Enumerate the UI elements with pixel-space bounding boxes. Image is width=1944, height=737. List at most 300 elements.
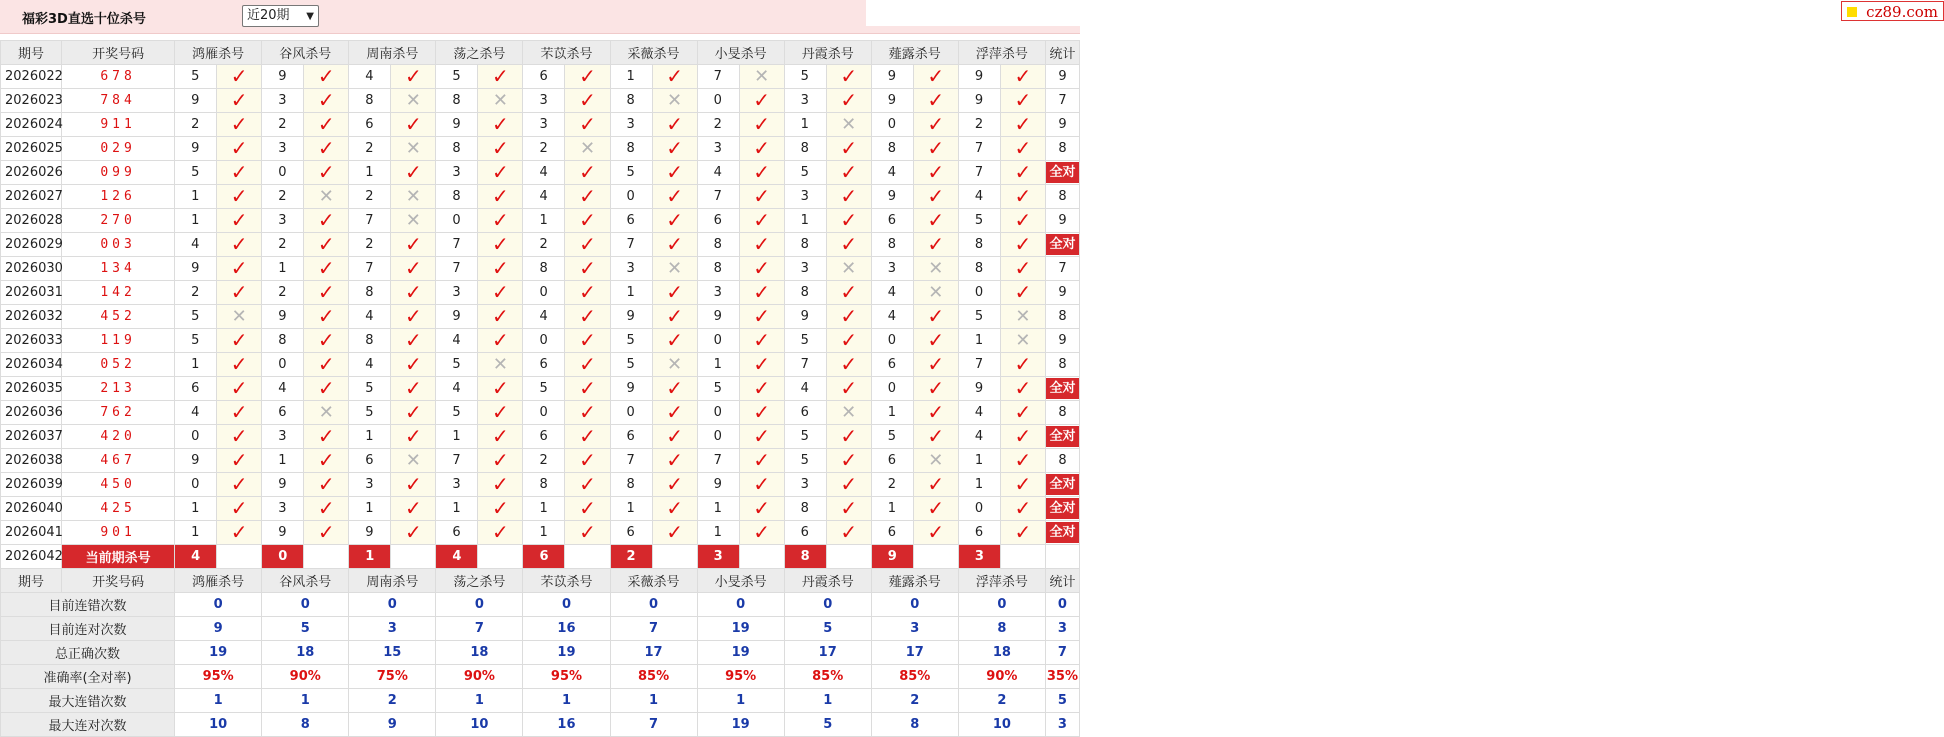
col-expert: 鸿雁杀号 [175, 41, 262, 65]
kill-number: 5 [784, 449, 826, 473]
result-cell [739, 233, 784, 257]
kill-number: 2 [175, 113, 217, 137]
kill-number: 2 [262, 233, 304, 257]
check-icon: ✓ [666, 64, 683, 88]
result-cell [391, 353, 436, 377]
kill-number: 6 [871, 449, 913, 473]
issue-cell: 2026038 [1, 449, 62, 473]
kill-number: 8 [958, 233, 1000, 257]
result-cell [826, 161, 871, 185]
stat-row [1, 617, 1080, 641]
stat-cell [1045, 209, 1079, 233]
stat-value: 17 [871, 641, 958, 665]
result-cell [478, 281, 523, 305]
kill-number: 3 [349, 473, 391, 497]
stat-value: 85% [610, 665, 697, 689]
kill-number: 1 [697, 353, 739, 377]
current-empty [565, 545, 610, 569]
result-cell [1000, 137, 1045, 161]
check-icon: ✓ [840, 424, 858, 448]
result-cell [913, 281, 958, 305]
result-cell [739, 185, 784, 209]
cross-icon: ✕ [1015, 305, 1031, 327]
result-cell [478, 209, 523, 233]
cross-icon: ✕ [928, 449, 944, 471]
draw-number: 142 [62, 281, 175, 305]
kill-number: 4 [436, 377, 478, 401]
result-cell [565, 137, 610, 161]
kill-number: 4 [523, 305, 565, 329]
kill-number: 7 [784, 353, 826, 377]
check-icon: ✓ [579, 472, 596, 496]
cross-icon: ✕ [754, 65, 770, 87]
stat-value: 0 [784, 593, 871, 617]
kill-number: 5 [958, 209, 1000, 233]
kill-number: 5 [784, 425, 826, 449]
check-icon: ✓ [492, 256, 509, 280]
result-cell [478, 497, 523, 521]
check-icon: ✓ [927, 424, 945, 448]
stat-value: 35% [1045, 665, 1079, 689]
check-icon: ✓ [753, 448, 771, 472]
kill-number: 1 [175, 353, 217, 377]
check-icon: ✓ [666, 112, 683, 136]
result-cell [391, 89, 436, 113]
cross-icon: ✕ [841, 113, 857, 135]
result-cell [391, 113, 436, 137]
result-cell [1000, 377, 1045, 401]
check-icon: ✓ [230, 376, 248, 400]
result-cell [652, 353, 697, 377]
kill-number: 4 [871, 305, 913, 329]
check-icon: ✓ [1014, 256, 1032, 280]
check-icon: ✓ [840, 520, 858, 544]
result-cell [1000, 497, 1045, 521]
site-logo[interactable] [1841, 1, 1944, 21]
header-row [1, 41, 1080, 65]
check-icon: ✓ [840, 184, 858, 208]
result-cell [304, 497, 349, 521]
stat-value: 0 [1045, 593, 1079, 617]
result-cell [826, 401, 871, 425]
kill-number: 7 [436, 257, 478, 281]
check-icon: ✓ [404, 352, 422, 376]
kill-number: 9 [958, 65, 1000, 89]
check-icon: ✓ [492, 424, 509, 448]
stat-value: 3 [1045, 713, 1079, 737]
stat-cell [1045, 329, 1079, 353]
result-cell [1000, 449, 1045, 473]
stat-value: 17 [784, 641, 871, 665]
check-icon: ✓ [579, 352, 596, 376]
stat-value: 1 [523, 689, 610, 713]
result-cell [652, 401, 697, 425]
result-cell [304, 209, 349, 233]
check-icon: ✓ [840, 304, 858, 328]
result-cell [739, 305, 784, 329]
kill-number: 8 [784, 137, 826, 161]
result-cell [739, 329, 784, 353]
period-select-value: 近20期 [247, 8, 290, 23]
kill-number: 8 [697, 233, 739, 257]
result-cell [391, 257, 436, 281]
kill-number: 6 [523, 425, 565, 449]
kill-number: 8 [697, 257, 739, 281]
col-expert: 薤露杀号 [871, 41, 958, 65]
kill-number: 7 [697, 185, 739, 209]
check-icon: ✓ [317, 88, 335, 112]
stat-value: 8 [1058, 357, 1067, 372]
check-icon: ✓ [753, 376, 771, 400]
draw-number: 901 [62, 521, 175, 545]
issue-cell: 2026041 [1, 521, 62, 545]
kill-number: 5 [697, 377, 739, 401]
stat-cell [1045, 377, 1079, 401]
table-row [1, 161, 1080, 185]
result-cell [478, 137, 523, 161]
kill-number: 8 [436, 137, 478, 161]
check-icon: ✓ [579, 424, 596, 448]
stat-value: 10 [436, 713, 523, 737]
period-select[interactable] [242, 5, 319, 27]
col-expert: 周南杀号 [349, 569, 436, 593]
check-icon: ✓ [840, 472, 858, 496]
current-kill-number: 3 [697, 545, 739, 569]
kill-number: 5 [610, 161, 652, 185]
result-cell [565, 281, 610, 305]
check-icon: ✓ [404, 472, 422, 496]
check-icon: ✓ [753, 400, 771, 424]
table-row [1, 89, 1080, 113]
result-cell [826, 473, 871, 497]
stat-value: 1 [262, 689, 349, 713]
stat-cell [1045, 305, 1079, 329]
check-icon: ✓ [230, 400, 248, 424]
stat-value: 18 [958, 641, 1045, 665]
kill-number: 4 [871, 281, 913, 305]
kill-number: 0 [523, 329, 565, 353]
result-cell [913, 209, 958, 233]
col-expert: 周南杀号 [349, 41, 436, 65]
check-icon: ✓ [579, 88, 596, 112]
check-icon: ✓ [317, 304, 335, 328]
kill-number: 8 [958, 257, 1000, 281]
table-row [1, 449, 1080, 473]
kill-number: 8 [523, 473, 565, 497]
check-icon: ✓ [317, 328, 335, 352]
table-row [1, 329, 1080, 353]
result-cell [217, 233, 262, 257]
stat-value: 95% [175, 665, 262, 689]
check-icon: ✓ [230, 520, 248, 544]
kill-number: 7 [610, 233, 652, 257]
issue-cell: 2026035 [1, 377, 62, 401]
check-icon: ✓ [317, 280, 335, 304]
kill-number: 0 [523, 281, 565, 305]
kill-number: 9 [871, 89, 913, 113]
kill-number: 1 [175, 521, 217, 545]
result-cell [478, 353, 523, 377]
col-expert: 荡之杀号 [436, 569, 523, 593]
check-icon: ✓ [404, 400, 422, 424]
result-cell [478, 89, 523, 113]
col-expert: 采薇杀号 [610, 569, 697, 593]
kill-number: 2 [523, 137, 565, 161]
result-cell [565, 65, 610, 89]
result-cell [739, 401, 784, 425]
kill-number: 5 [436, 353, 478, 377]
result-cell [565, 377, 610, 401]
result-cell [652, 377, 697, 401]
cross-icon: ✕ [405, 185, 421, 207]
kill-number: 1 [697, 521, 739, 545]
result-cell [913, 449, 958, 473]
kill-number: 1 [523, 497, 565, 521]
stat-value: 8 [958, 617, 1045, 641]
check-icon: ✓ [1014, 448, 1032, 472]
check-icon: ✓ [230, 256, 248, 280]
result-cell [1000, 425, 1045, 449]
table-row [1, 65, 1080, 89]
result-cell [913, 161, 958, 185]
draw-number: 420 [62, 425, 175, 449]
cross-icon: ✕ [928, 281, 944, 303]
cross-icon: ✕ [492, 89, 508, 111]
check-icon: ✓ [753, 88, 771, 112]
result-cell [913, 257, 958, 281]
check-icon: ✓ [492, 304, 509, 328]
stat-value: 9 [1058, 213, 1067, 228]
result-cell [913, 113, 958, 137]
kill-number: 6 [784, 401, 826, 425]
stat-value: 90% [262, 665, 349, 689]
check-icon: ✓ [579, 280, 596, 304]
cross-icon: ✕ [667, 257, 683, 279]
result-cell [391, 449, 436, 473]
issue-cell: 2026022 [1, 65, 62, 89]
check-icon: ✓ [666, 136, 683, 160]
result-cell [1000, 89, 1045, 113]
result-cell [217, 281, 262, 305]
kill-number: 5 [784, 161, 826, 185]
kill-number: 6 [871, 209, 913, 233]
current-empty [1000, 545, 1045, 569]
stat-value: 0 [958, 593, 1045, 617]
table-row [1, 473, 1080, 497]
result-cell [913, 305, 958, 329]
stat-value: 10 [958, 713, 1045, 737]
result-cell [217, 113, 262, 137]
result-cell [652, 329, 697, 353]
kill-number: 5 [523, 377, 565, 401]
check-icon: ✓ [753, 424, 771, 448]
check-icon: ✓ [753, 520, 771, 544]
kill-number: 8 [610, 89, 652, 113]
stat-value: 0 [349, 593, 436, 617]
cross-icon: ✕ [841, 257, 857, 279]
check-icon: ✓ [753, 256, 771, 280]
stat-value: 10 [175, 713, 262, 737]
result-cell [1000, 113, 1045, 137]
result-cell [478, 113, 523, 137]
check-icon: ✓ [1014, 64, 1032, 88]
result-cell [913, 89, 958, 113]
draw-number: 762 [62, 401, 175, 425]
stat-value: 85% [784, 665, 871, 689]
kill-number: 7 [436, 449, 478, 473]
result-cell [391, 401, 436, 425]
col-expert: 浮萍杀号 [958, 569, 1045, 593]
result-cell [913, 521, 958, 545]
stat-value: 2 [871, 689, 958, 713]
check-icon: ✓ [753, 160, 771, 184]
table-row [1, 377, 1080, 401]
result-cell [217, 377, 262, 401]
result-cell [826, 89, 871, 113]
check-icon: ✓ [840, 232, 858, 256]
result-cell [1000, 401, 1045, 425]
result-cell [217, 89, 262, 113]
col-draw: 开奖号码 [62, 41, 175, 65]
cross-icon: ✕ [841, 401, 857, 423]
stat-cell [1045, 425, 1079, 449]
stat-label: 总正确次数 [1, 641, 175, 665]
draw-number: 270 [62, 209, 175, 233]
cross-icon: ✕ [318, 401, 334, 423]
result-cell [739, 377, 784, 401]
check-icon: ✓ [666, 376, 683, 400]
stat-label: 最大连错次数 [1, 689, 175, 713]
kill-number: 2 [349, 185, 391, 209]
check-icon: ✓ [317, 448, 335, 472]
kill-number: 3 [784, 89, 826, 113]
kill-number: 9 [871, 65, 913, 89]
table-row [1, 113, 1080, 137]
kill-number: 1 [436, 497, 478, 521]
result-cell [739, 89, 784, 113]
result-cell [217, 209, 262, 233]
check-icon: ✓ [579, 496, 596, 520]
kill-number: 9 [436, 113, 478, 137]
result-cell [391, 65, 436, 89]
kill-number: 9 [958, 89, 1000, 113]
check-icon: ✓ [492, 208, 509, 232]
issue-cell: 2026031 [1, 281, 62, 305]
check-icon: ✓ [753, 280, 771, 304]
kill-number: 0 [958, 281, 1000, 305]
result-cell [1000, 161, 1045, 185]
check-icon: ✓ [230, 112, 248, 136]
kill-number: 1 [784, 113, 826, 137]
kill-number: 4 [958, 425, 1000, 449]
stat-label: 目前连对次数 [1, 617, 175, 641]
kill-number: 3 [436, 281, 478, 305]
issue-cell: 2026040 [1, 497, 62, 521]
kill-number: 3 [610, 257, 652, 281]
result-cell [478, 329, 523, 353]
check-icon: ✓ [666, 304, 683, 328]
result-cell [217, 449, 262, 473]
check-icon: ✓ [753, 232, 771, 256]
stat-value: 19 [697, 617, 784, 641]
check-icon: ✓ [492, 64, 509, 88]
result-cell [652, 425, 697, 449]
check-icon: ✓ [666, 232, 683, 256]
check-icon: ✓ [927, 376, 945, 400]
current-empty [217, 545, 262, 569]
kill-number: 8 [784, 497, 826, 521]
result-cell [391, 521, 436, 545]
result-cell [478, 65, 523, 89]
table-row [1, 257, 1080, 281]
result-cell [826, 137, 871, 161]
result-cell [217, 401, 262, 425]
result-cell [391, 497, 436, 521]
cross-icon: ✕ [405, 137, 421, 159]
stat-cell [1045, 161, 1079, 185]
kill-number: 8 [349, 281, 391, 305]
result-cell [652, 65, 697, 89]
result-cell [913, 401, 958, 425]
check-icon: ✓ [1014, 136, 1032, 160]
result-cell [652, 497, 697, 521]
stat-value: 1 [697, 689, 784, 713]
check-icon: ✓ [1014, 376, 1032, 400]
result-cell [826, 497, 871, 521]
stat-label: 准确率(全对率) [1, 665, 175, 689]
kill-number: 9 [175, 89, 217, 113]
stat-value: 8 [871, 713, 958, 737]
check-icon: ✓ [666, 400, 683, 424]
result-cell [565, 89, 610, 113]
result-cell [652, 113, 697, 137]
issue-cell: 2026023 [1, 89, 62, 113]
current-kill-number: 9 [871, 545, 913, 569]
result-cell [217, 353, 262, 377]
stat-value: 7 [610, 713, 697, 737]
cross-icon: ✕ [1015, 329, 1031, 351]
check-icon: ✓ [317, 64, 335, 88]
result-cell [217, 305, 262, 329]
kill-number: 1 [349, 161, 391, 185]
result-cell [1000, 65, 1045, 89]
kill-number: 0 [871, 377, 913, 401]
stat-cell [1045, 401, 1079, 425]
check-icon: ✓ [492, 160, 509, 184]
check-icon: ✓ [404, 424, 422, 448]
check-icon: ✓ [927, 352, 945, 376]
kill-number: 0 [175, 473, 217, 497]
result-cell [478, 233, 523, 257]
check-icon: ✓ [753, 496, 771, 520]
current-kill-number: 4 [436, 545, 478, 569]
result-cell [304, 161, 349, 185]
stat-value: 90% [436, 665, 523, 689]
cross-icon: ✕ [405, 209, 421, 231]
result-cell [217, 65, 262, 89]
table-row [1, 353, 1080, 377]
result-cell [478, 425, 523, 449]
stat-value: 7 [610, 617, 697, 641]
check-icon: ✓ [230, 352, 248, 376]
issue-cell: 2026026 [1, 161, 62, 185]
all-correct-badge: 全对 [1046, 474, 1079, 495]
check-icon: ✓ [840, 64, 858, 88]
draw-number: 099 [62, 161, 175, 185]
kill-number: 1 [349, 497, 391, 521]
kill-number: 0 [871, 113, 913, 137]
kill-number: 4 [175, 401, 217, 425]
